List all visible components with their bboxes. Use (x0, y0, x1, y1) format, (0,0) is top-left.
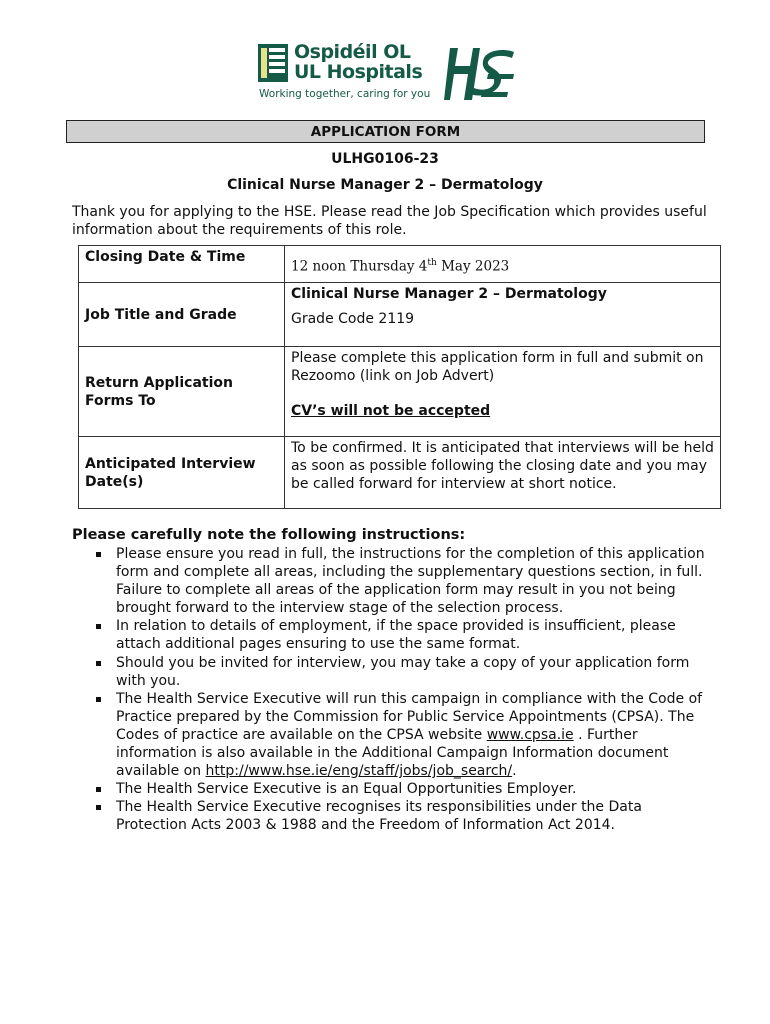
instruction-text-part: The Health Service Executive will run this campaign in compliance with the Code of Practice prepared by the Commission for Public Service Appointments (CPSA). The Codes of practice are available on the CPSA website (116, 690, 703, 743)
form-position: Clinical Nurse Manager 2 – Dermatology (227, 177, 543, 193)
form-reference: ULHG0106-23 (331, 151, 439, 167)
instruction-text: The Health Service Executive is an Equal Opportunities Employer. (116, 781, 577, 798)
table-row (79, 283, 721, 347)
ul-hospitals-logo-icon (258, 44, 288, 82)
hse-jobs-link[interactable]: http://www.hse.ie/eng/staff/jobs/job_search/ (205, 763, 513, 780)
job-label: Job Title and Grade (79, 283, 285, 347)
bullet-icon (96, 697, 101, 702)
form-title: APPLICATION FORM (66, 120, 705, 143)
intro-text: Thank you for applying to the HSE. Please read the Job Specification which provides useful information about the requirements of this role. (72, 204, 707, 238)
table-row (79, 347, 721, 437)
list-item (92, 780, 712, 798)
return-value (285, 347, 721, 437)
job-value (285, 283, 721, 347)
cpsa-link[interactable]: www.cpsa.ie (486, 726, 574, 743)
list-item (92, 798, 712, 834)
bullet-icon (96, 661, 101, 666)
instruction-text: Please ensure you read in full, the instructions for the completion of this application form and complete all areas, including the supplementary questions section, in full. Failure to complete all areas of the application form may result in you not being brought forward to the interview stage of the selection process. (116, 546, 705, 617)
bullet-icon (96, 552, 101, 557)
closing-label: Closing Date & Time (79, 246, 285, 283)
ul-tagline: Working together, caring for you (259, 88, 431, 100)
closing-value-pre: 12 noon Thursday 4 (291, 258, 428, 275)
table-row (79, 246, 721, 283)
header-logos (258, 40, 528, 106)
list-item (92, 617, 712, 653)
instruction-text: In relation to details of employment, if the space provided is insufficient, please attach additional pages ensuring to use the same format. (116, 618, 676, 653)
closing-value (285, 246, 721, 283)
return-label: Return Application Forms To (79, 347, 285, 437)
instruction-text: Should you be invited for interview, you may take a copy of your application form with you. (116, 654, 690, 689)
interview-label: Anticipated Interview Date(s) (79, 437, 285, 509)
list-item (92, 690, 712, 780)
list-item (92, 654, 712, 690)
cv-note: CV’s will not be accepted (291, 403, 491, 419)
return-text: Please complete this application form in full and submit on Rezoomo (link on Job Advert) (291, 350, 704, 384)
interview-text: To be confirmed. It is anticipated that interviews will be held as soon as possible following the closing date and you may be called forward for interview at short notice. (285, 437, 721, 509)
bullet-icon (96, 805, 101, 810)
ul-name-line2: UL Hospitals (294, 61, 423, 83)
ul-name-line1: Ospidéil OL (294, 41, 411, 63)
closing-value-sup: th (427, 258, 437, 268)
instruction-text-part: . (512, 763, 517, 780)
list-item (92, 545, 712, 617)
table-row (79, 437, 721, 509)
closing-value-post: May 2023 (436, 258, 510, 275)
job-info-table (78, 245, 721, 509)
bullet-icon (96, 624, 101, 629)
instruction-text: The Health Service Executive recognises its responsibilities under the Data Protection Acts 2003 & 1988 and the Freedom of Information Act 2014. (116, 799, 642, 834)
instructions-heading: Please carefully note the following instructions: (72, 527, 466, 543)
bullet-icon (96, 787, 101, 792)
job-grade: Grade Code 2119 (291, 311, 415, 327)
hse-logo-icon (444, 44, 516, 104)
job-title: Clinical Nurse Manager 2 – Dermatology (291, 286, 607, 302)
instructions-list (92, 545, 712, 835)
instruction-text-part: . Further information is also available in the Additional Campaign Information document available on (116, 726, 669, 780)
